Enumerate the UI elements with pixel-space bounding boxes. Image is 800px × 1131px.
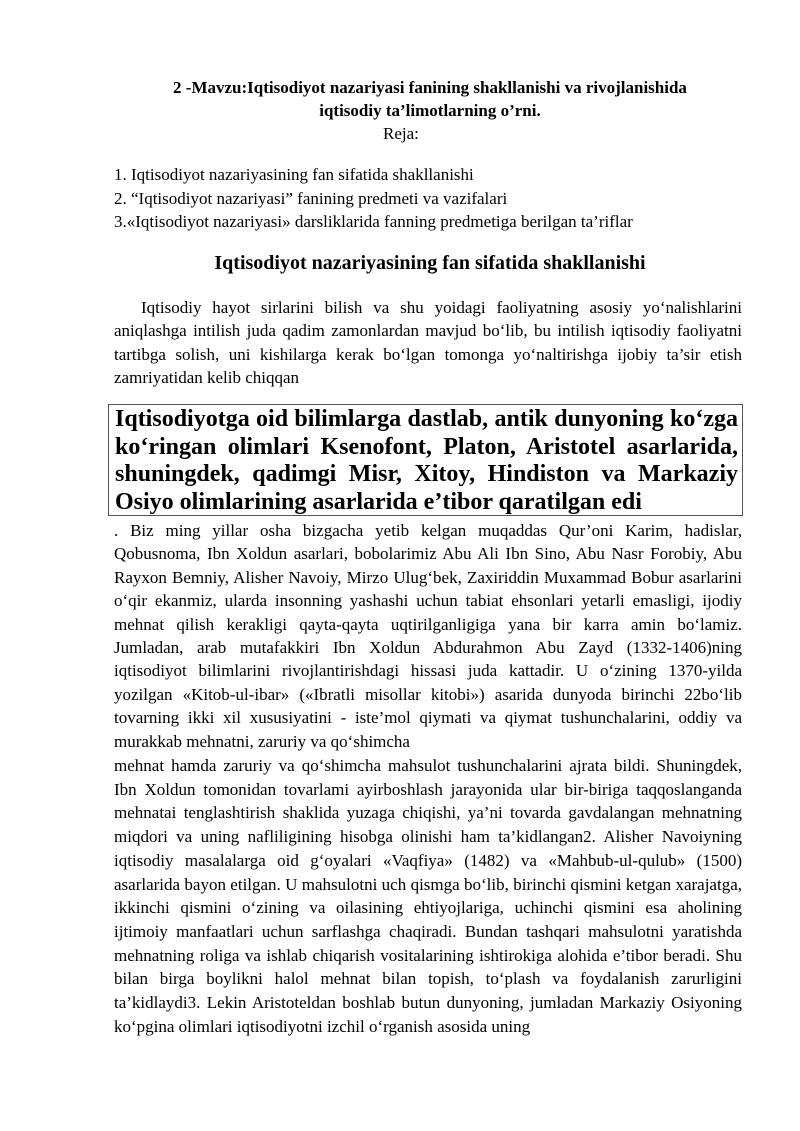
- plan-label: Reja:: [383, 124, 419, 143]
- paragraph-2: . Biz ming yillar osha bizgacha yetib kelgan muqaddas Qur’oni Karim, hadislar, Qobusnoma, Ibn Xoldun asarlari, bobolarimiz Abu Ali Ibn Sino, Abu Nasr Forobiy, Abu Rayxon Bemniy, Alisher Navoiy, Mirzo Ulug‘bek, Zaxiriddin Muxammad Bobur asarlarini o‘qir ekanmiz, ularda insonning yashashi uchun tabiat ehsonlari yetarli emasligi, ijodiy mehnat qilish kerakligi qayta-qayta uqtirilganligiga yana bir karra amin bo‘lamiz. Jumladan, arab mutafakkiri Ibn Xoldun Abdurahmon Abu Zayd (1332-1406)ning iqtisodiyot bilimlarini rivojlantirishdagi hissasi juda kattadir. U o‘zining 1370-yilda yozilgan «Kitob-ul-ibar» («Ibratli misollar kitobi») asarida dunyoda birinchi 22bo‘lib tovarning ikki xil xususiyatini - iste’mol qiymati va qiymat tushunchalarini, oddiy va murakkab mehnatni, zaruriy va qo‘shimcha: [114, 521, 742, 751]
- plan-item-3: 3.«Iqtisodiyot nazariyasi» darsliklarida fanning predmetiga berilgan ta’riflar: [114, 212, 633, 231]
- section-heading: Iqtisodiyot nazariyasining fan sifatida shakllanishi: [214, 252, 646, 274]
- plan-list: [114, 163, 633, 234]
- plan-item-2: 2. “Iqtisodiyot nazariyasi” fanining predmeti va vazifalari: [114, 188, 508, 208]
- plan-item-1: 1. Iqtisodiyot nazariyasining fan sifatida shakllanishi: [114, 165, 474, 184]
- paragraph-3: mehnat hamda zaruriy va qo‘shimcha mahsulot tushunchalarini ajrata bildi. Shuningdek, Ibn Xoldun tomonidan tovarlami ayirboshlash jarayonida ular bir-biriga taqqoslanganda mehnatai tenglashtirish shaklida yuzaga chiqishi, ya’ni tovarda gavdalangan mehnatning miqdori va uning nafliligining hisobga olinishi ham ta’kidlangan2. Alisher Navoiyning iqtisodiy masalalarga oid g‘oyalari «Vaqfiya» (1482) va «Mahbub-ul-qulub» (1500) asarlarida bayon etilgan. U mahsulotni uch qismga bo‘lib, birinchi qismini ketgan xarajatga, ikkinchi qismini o‘zining va oilasining ehtiyojlariga, uchinchi qismini esa aholining ijtimoiy manfaatlari uchun sarflashga chaqiradi. Bundan tashqari mahsulotni yaratishda mehnatning roliga va ishlab chiqarish vositalarining ishtirokiga alohida e’tibor beradi. Shu bilan birga boylikni halol mehnat bilan topish, to‘plash va foydalanish zarurligini ta’kidlaydi3. Lekin Aristoteldan boshlab butun dunyoning, jumladan Markaziy Osiyoning ko‘pgina olimlari iqtisodiyotni izchil o‘rganish asosida uning: [114, 756, 742, 1036]
- document-title-line-1: 2 -Mavzu:Iqtisodiyot nazariyasi fanining shakllanishi va rivojlanishida: [173, 78, 687, 97]
- document-title-line-2: iqtisodiy ta’limotlarning o’rni.: [319, 101, 541, 120]
- paragraph-1: Iqtisodiy hayot sirlarini bilish va shu yoidagi faoliyatning asosiy yo‘nalishlarini aniqlashga intilish juda qadim zamonlardan mavjud bo‘lib, bu intilish iqtisodiy faoliyatni tartibga solish, uni kishilarga kerak bo‘lgan tomonga yo‘naltirishga ijobiy ta’sir etish zamriyatidan kelib chiqqan: [114, 298, 742, 388]
- boxed-statement: Iqtisodiyotga oid bilimlarga dastlab, antik dunyoning ko‘zga ko‘ringan olimlari Ksenofont, Platon, Aristotel asarlarida, shuningdek, qadimgi Misr, Xitoy, Hindiston va Markaziy Osiyo olimlarining asarlarida e’tibor qaratilgan edi: [108, 404, 743, 516]
